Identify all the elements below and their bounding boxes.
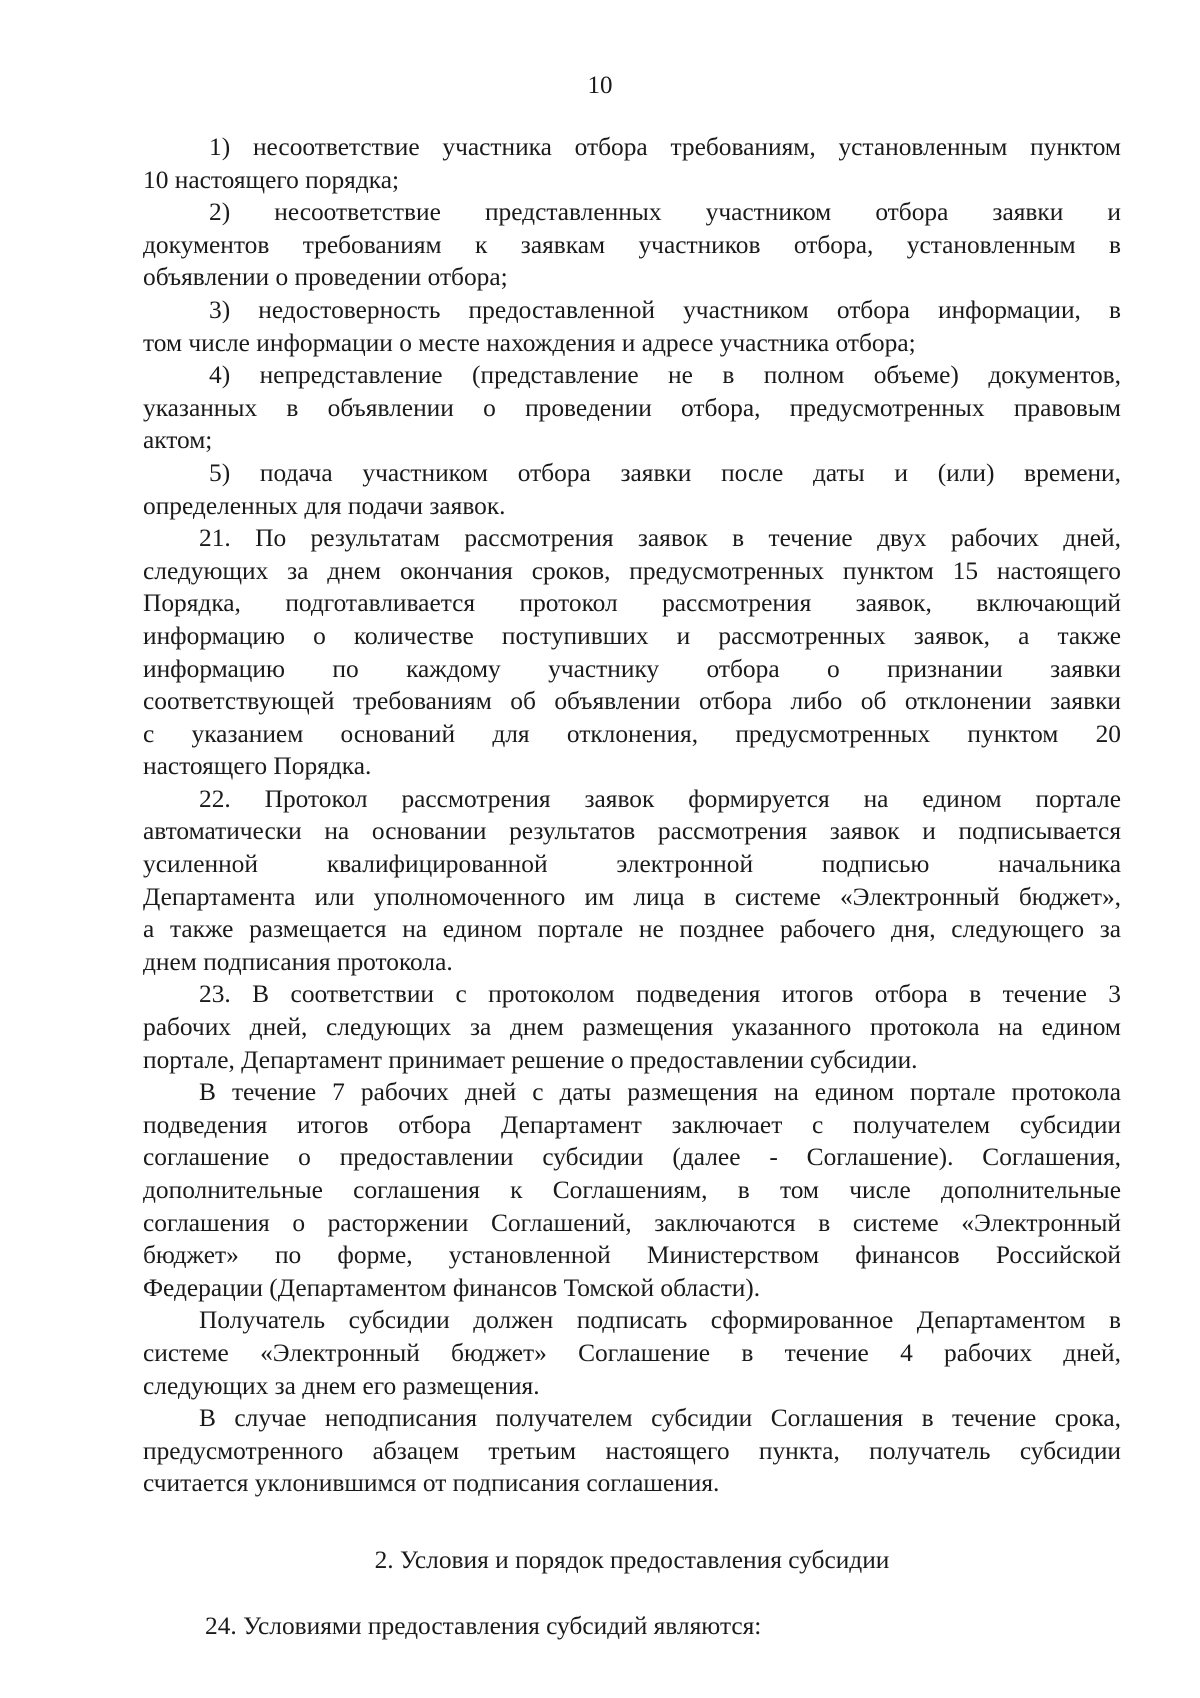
text-line: 4) непредставление (представление не в полном объеме) документов, xyxy=(209,361,1121,390)
text-line: 3) недостоверность предоставленной участником отбора информации, в xyxy=(209,295,1121,324)
text-line: дополнительные соглашения к Соглашениям, в том числе дополнительные xyxy=(143,1176,1121,1204)
text-line: бюджет» по форме, установленной Министерством финансов Российской xyxy=(143,1241,1121,1270)
text-line: В случае неподписания получателем субсидии Соглашения в течение срока, xyxy=(199,1404,1121,1433)
text-line: актом; xyxy=(143,426,213,455)
text-line: соглашение о предоставлении субсидии (далее - Соглашение). Соглашения, xyxy=(143,1143,1121,1172)
paragraph-item-5 xyxy=(143,457,1121,522)
text-line: определенных для подачи заявок. xyxy=(143,491,506,520)
paragraph-23 xyxy=(143,978,1121,1076)
text-line: а также размещается на едином портале не позднее рабочего дня, следующего за xyxy=(143,915,1121,944)
paragraph-item-4 xyxy=(143,359,1121,457)
document-body xyxy=(143,131,1121,1500)
text-line: Получатель субсидии должен подписать сформированное Департаментом в xyxy=(199,1306,1121,1335)
text-line: В течение 7 рабочих дней с даты размещения на едином портале протокола xyxy=(199,1078,1121,1107)
text-line: Порядка, подготавливается протокол рассмотрения заявок, включающий xyxy=(143,589,1121,618)
text-line: указанных в объявлении о проведении отбора, предусмотренных правовым xyxy=(143,393,1121,422)
page-number: 10 xyxy=(587,72,613,99)
paragraph-23-fourth xyxy=(143,1402,1121,1500)
text-line: настоящего Порядка. xyxy=(143,752,372,781)
text-line: рабочих дней, следующих за днем размещения указанного протокола на едином xyxy=(143,1013,1121,1042)
text-line: Федерации (Департаментом финансов Томской области). xyxy=(143,1273,761,1302)
text-line: документов требованиям к заявкам участников отбора, установленным в xyxy=(143,230,1121,259)
paragraph-23-third xyxy=(143,1304,1121,1402)
text-line: информацию о количестве поступивших и рассмотренных заявок, а также xyxy=(143,621,1121,650)
paragraph-item-1 xyxy=(143,131,1121,196)
paragraph-item-2 xyxy=(143,196,1121,294)
text-line: информацию по каждому участнику отбора о признании заявки xyxy=(143,654,1121,683)
text-line: 22. Протокол рассмотрения заявок формируется на едином портале xyxy=(199,784,1121,813)
text-line: предусмотренного абзацем третьим настоящего пункта, получатель субсидии xyxy=(143,1436,1121,1465)
paragraph-23-second xyxy=(143,1076,1121,1304)
text-line: автоматически на основании результатов рассмотрения заявок и подписывается xyxy=(143,817,1121,846)
text-line: соглашения о расторжении Соглашений, заключаются в системе «Электронный xyxy=(143,1208,1121,1237)
text-line: 23. В соответствии с протоколом подведения итогов отбора в течение 3 xyxy=(199,980,1121,1009)
text-line: с указанием оснований для отклонения, предусмотренных пунктом 20 xyxy=(143,719,1121,748)
text-line: Департамента или уполномоченного им лица в системе «Электронный бюджет», xyxy=(143,882,1121,911)
text-line: 2) несоответствие представленных участником отбора заявки и xyxy=(209,198,1121,227)
text-line: объявлении о проведении отбора; xyxy=(143,263,508,292)
text-line: следующих за днем его размещения. xyxy=(143,1371,540,1400)
text-line: усиленной квалифицированной электронной подписью начальника xyxy=(143,850,1121,879)
text-line: 1) несоответствие участника отбора требованиям, установленным пунктом xyxy=(209,133,1121,161)
text-line: соответствующей требованиям об объявлении отбора либо об отклонении заявки xyxy=(143,687,1121,716)
text-line: 10 настоящего порядка; xyxy=(143,165,400,194)
text-line: портале, Департамент принимает решение о предоставлении субсидии. xyxy=(143,1045,918,1074)
text-line: считается уклонившимся от подписания соглашения. xyxy=(143,1469,720,1498)
text-line: том числе информации о месте нахождения и адресе участника отбора; xyxy=(143,328,916,357)
text-line: подведения итогов отбора Департамент заключает с получателем субсидии xyxy=(143,1110,1121,1139)
text-line: 5) подача участником отбора заявки после даты и (или) времени, xyxy=(209,458,1121,487)
text-line: 21. По результатам рассмотрения заявок в течение двух рабочих дней, xyxy=(199,524,1121,553)
paragraph-22 xyxy=(143,783,1121,979)
text-line: следующих за днем окончания сроков, предусмотренных пунктом 15 настоящего xyxy=(143,556,1121,585)
text-line: системе «Электронный бюджет» Соглашение в течение 4 рабочих дней, xyxy=(143,1338,1121,1367)
text-line: днем подписания протокола. xyxy=(143,947,453,976)
paragraph-21 xyxy=(143,522,1121,783)
paragraph-24: 24. Условиями предоставления субсидий являются: xyxy=(205,1612,762,1640)
paragraph-item-3 xyxy=(143,294,1121,359)
section-heading: 2. Условия и порядок предоставления субсидии xyxy=(374,1546,890,1574)
